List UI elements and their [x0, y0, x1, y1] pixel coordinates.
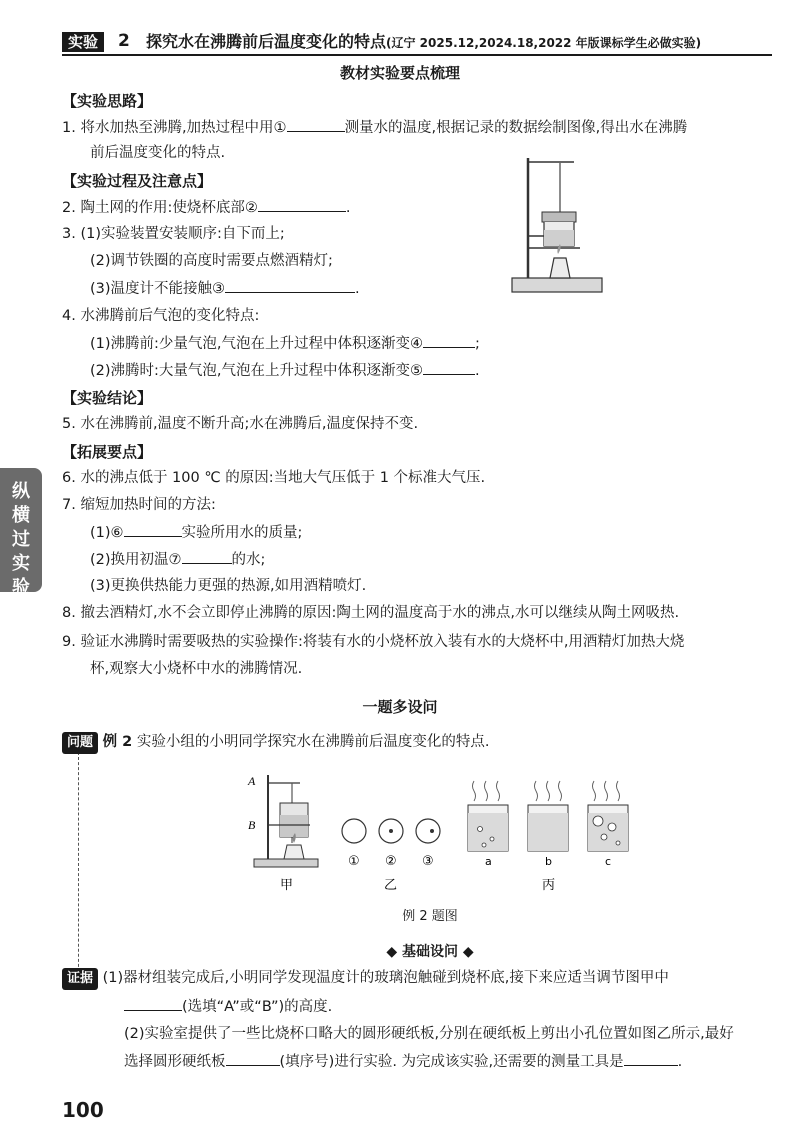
example-figure [240, 765, 640, 895]
heading-idea: 【实验思路】 [62, 92, 153, 110]
example-2 [62, 732, 489, 754]
cardboard-3 [416, 819, 440, 843]
heading-process: 【实验过程及注意点】 [62, 172, 213, 190]
caption-bing: 丙 [542, 878, 556, 893]
item-4: 4. 水沸腾前后气泡的变化特点: [62, 308, 260, 324]
item-7c: (3)更换供热能力更强的热源,如用酒精喷灯. [90, 578, 367, 594]
question-1-text-a: (1)器材组装完成后,小明同学发现温度计的玻璃泡触碰到烧杯底,接下来应适当调节图甲中 [102, 970, 669, 986]
item-7a-text-a: (1)⑥ [90, 525, 124, 541]
beakers-bing [468, 781, 628, 851]
experiment-title [146, 32, 701, 53]
item-7b-text-a: (2)换用初温⑦ [90, 552, 182, 568]
item-4b-text: (2)沸腾时:大量气泡,气泡在上升过程中体积逐渐变⑤ [90, 363, 424, 379]
cardboard-3-hole [430, 829, 434, 833]
beaker-a-label: a [485, 855, 492, 868]
blank-1 [287, 117, 345, 132]
item-8: 8. 撤去酒精灯,水不会立即停止沸腾的原因:陶土网的温度高于水的沸点,水可以继续从陶土网吸热. [62, 605, 680, 621]
apparatus-jia [254, 775, 318, 867]
example-label: 例 2 [102, 734, 133, 750]
item-3a: 3. (1)实验装置安装顺序:自下而上; [62, 226, 285, 242]
side-tab [0, 468, 42, 598]
blank-6 [124, 522, 182, 537]
item-3b: (2)调节铁圈的高度时需要点燃酒精灯; [90, 253, 333, 269]
question-2-text-b: (填序号)进行实验. 为完成该实验,还需要的测量工具是 [279, 1054, 624, 1070]
question-1-cont [124, 996, 332, 1017]
num-3: ③ [422, 854, 434, 869]
question-1-text-b: (选填“A”或“B”)的高度. [182, 999, 333, 1015]
item-7a-text-b: 实验所用水的质量; [181, 525, 303, 541]
question-2: (2)实验室提供了一些比烧杯口略大的圆形硬纸板,分别在硬纸板上剪出小孔位置如图乙所示,最好 [124, 1026, 734, 1042]
heading-extension: 【拓展要点】 [62, 443, 153, 461]
question-2-text-a: 选择圆形硬纸板 [124, 1054, 226, 1070]
experiment-subtitle: (辽宁 2025.12,2024.18,2022 年版课标学生必做实验) [386, 36, 702, 50]
item-3c-text: (3)温度计不能接触③ [90, 281, 226, 297]
item-2: 2. 陶土网的作用:使烧杯底部② . [62, 197, 350, 218]
label-b: B [248, 818, 256, 832]
question-1 [62, 968, 669, 990]
blank-q2b [624, 1051, 678, 1066]
item-1-text-b: 测量水的温度,根据记录的数据绘制图像,得出水在沸腾 [344, 120, 688, 136]
side-tab-text: 纵横过实验 [12, 481, 30, 598]
basic-title-text: 基础设问 [402, 944, 458, 960]
cardboard-1 [342, 819, 366, 843]
question-2-text-c: . [677, 1054, 683, 1070]
page-number: 100 [62, 1098, 104, 1122]
heading-conclusion: 【实验结论】 [62, 389, 153, 407]
cardboard-2-hole [389, 829, 393, 833]
num-1: ① [348, 854, 360, 869]
section-title: 教材实验要点梳理 [339, 64, 460, 82]
blank-4 [423, 333, 475, 348]
blank-q1 [124, 996, 182, 1011]
item-9-cont: 杯,观察大小烧杯中水的沸腾情况. [90, 661, 303, 677]
blank-3 [225, 278, 355, 293]
item-3c: (3)温度计不能接触③ . [90, 278, 360, 299]
item-5: 5. 水在沸腾前,温度不断升高;水在沸腾后,温度保持不变. [62, 416, 419, 432]
multi-question-title: 一题多设问 [362, 698, 438, 716]
iron-stand-illustration [510, 150, 610, 298]
diamond-right-icon: ◆ [462, 944, 474, 960]
item-7: 7. 缩短加热时间的方法: [62, 497, 216, 513]
experiment-number: 2 [118, 31, 130, 51]
item-1 [62, 117, 687, 138]
item-7b [90, 549, 265, 570]
label-a: A [248, 774, 256, 788]
item-1-text-a: 1. 将水加热至沸腾,加热过程中用① [62, 120, 287, 136]
basic-title [0, 941, 800, 961]
item-4b: (2)沸腾时:大量气泡,气泡在上升过程中体积逐渐变⑤ . [90, 360, 480, 381]
num-2: ② [385, 854, 397, 869]
blank-q2a [226, 1051, 280, 1066]
item-4a: (1)沸腾前:少量气泡,气泡在上升过程中体积逐渐变④ ; [90, 333, 480, 354]
caption-jia: 甲 [280, 878, 294, 893]
beaker-c-label: c [605, 855, 612, 868]
blank-2 [258, 197, 346, 212]
experiment-header [62, 32, 772, 56]
item-7b-text-b: 的水; [231, 552, 266, 568]
blank-7 [182, 549, 232, 564]
example-text: 实验小组的小明同学探究水在沸腾前后温度变化的特点. [136, 734, 490, 750]
experiment-title-main: 探究水在沸腾前后温度变化的特点 [146, 32, 387, 51]
question-2-cont [124, 1051, 682, 1072]
item-1-cont: 前后温度变化的特点. [90, 145, 226, 161]
diamond-left-icon: ◆ [386, 944, 398, 960]
item-7a [90, 522, 302, 543]
item-6: 6. 水的沸点低于 100 ℃ 的原因:当地大气压低于 1 个标准大气压. [62, 470, 486, 486]
figure-caption: 例 2 题图 [402, 909, 458, 924]
item-2-text: 2. 陶土网的作用:使烧杯底部② [62, 200, 258, 216]
evidence-badge: 证据 [62, 968, 98, 990]
item-9: 9. 验证水沸腾时需要吸热的实验操作:将装有水的小烧杯放入装有水的大烧杯中,用酒精灯加热大烧 [62, 634, 685, 650]
item-4a-text: (1)沸腾前:少量气泡,气泡在上升过程中体积逐渐变④ [90, 336, 424, 352]
beaker-b-label: b [545, 855, 552, 868]
caption-yi: 乙 [384, 878, 398, 893]
experiment-tag: 实验 [62, 32, 104, 52]
question-badge: 问题 [62, 732, 98, 754]
blank-5 [423, 360, 475, 375]
